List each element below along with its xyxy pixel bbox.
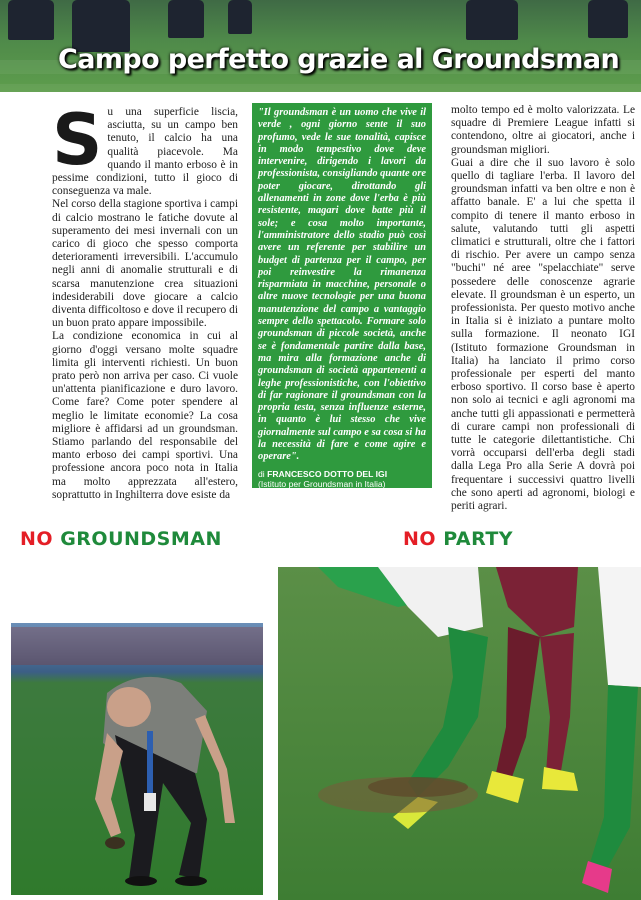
- pitch-stripe: [0, 84, 641, 92]
- byline-organization: (Istituto per Groundsman in Italia): [258, 478, 386, 489]
- header-photo: [0, 0, 641, 92]
- byline-prefix: di: [258, 468, 265, 479]
- article-paragraph: u una superficie liscia, asciutta, su un campo ben tenuto, il calcio ha una qualità piacevole. Ma quando il manto erboso è in pessime condizioni, tutto il gioco di conseguenza va male.: [52, 106, 238, 198]
- players-illustration: [278, 567, 641, 900]
- drop-cap: S: [52, 99, 103, 181]
- photo-groundsman: [11, 623, 263, 895]
- caption-word-party: PARTY: [443, 528, 514, 550]
- quote-byline: [258, 469, 426, 489]
- quote-box: [252, 103, 432, 499]
- player-figure: [168, 0, 204, 38]
- player-figure: [228, 0, 252, 34]
- caption-word-no: NO: [20, 528, 54, 550]
- caption-no-groundsman: [20, 528, 222, 550]
- article-column-left: [52, 99, 238, 502]
- player-figure: [8, 0, 54, 40]
- article-paragraph: Guai a dire che il suo lavoro è solo quello di tagliare l'erba. Il lavoro del groundsman infatti va ben oltre e non è affatto banale. E' a lui che spetta il compito di tenere il manto erboso in salute, valutando tutti gli aspetti climatici e strutturali, oltre che i fattori di rischio. Per avere un campo senza "buchi" né aree "spelacchiate" serve possedere delle conoscenze agrarie elevate. Il groundsman è un esperto, un professionista. Per questo motivo anche in Italia si è iniziato a puntare molto sulla formazione. Il neonato IGI (Istituto formazione Groundsman in Italia) ha lanciato il primo corso professionale per esperti del manto erboso sportivo. Il corso base è aperto non solo ai tecnici e agli agronomi ma anche tutti gli appassionati e permetterà di curare campi non professionali di tutte le categorie dilettantistiche. Chi vorrà occuparsi dell'erba degli stadi dalla Lega Pro alla Serie A dovrà poi frequentare i successivi quattro livelli che sono aperti ad agronomi, biologi e periti agrari.: [451, 156, 635, 513]
- quote-text: "Il groundsman è un uomo che vive il verde , ogni giorno sente il suo profumo, vede le sue tonalità, capisce in modo tempestivo dove deve intervenire, dirigendo i lavori da professionista, consigliando quante ore poter giocare, dirottando gli allenamenti in zone dove l'erba è più resistente, magari dove batte più il sole; e cosa molto importante, l'amministratore dello stadio può così avere un referente per stabilire un budget di partenza per il campo, per poi reinvestire la rimanenza risparmiata in macchine, personale o altre nuove tecnologie per una buona manutenzione del campo a vantaggio sempre dello spettacolo. Formare solo groundsman di piccole società, anche se è fondamentale partire dalla base, ma mira alla formazione anche di groundsman di società appartenenti a leghe professionistiche, con l'obiettivo di far ragionare il groundsman con la propria testa, senza influenze esterne, in quanto è lui stesso che vive giornalmente sul campo e sa cosa si ha la necessità di fare e come agire e operare".: [258, 107, 427, 463]
- caption-no-party: [403, 528, 513, 550]
- article-paragraph: Nel corso della stagione sportiva i campi di calcio mostrano le fatiche dovute al superamento dei mesi invernali con un carico di gioco che spesso comporta deterioramenti irreversibili. L'accumulo negli anni di anomalie strutturali e di scarsa manutenzione crea situazioni indesiderabili dove giocare a calcio diventa difficoltoso e dove il recupero di un buon prato appare impossibile.: [52, 198, 238, 330]
- page-title: Campo perfetto grazie al Groundsman: [58, 44, 620, 75]
- article-paragraph: La condizione economica in cui al giorno d'oggi versano molte squadre limita gli interventi richiesti. Un buon prato però non arriva per caso. Ci vuole un'attenta pianificazione e duro lavoro. Come fare? Come poter spendere al meglio le limitate economie? La cosa migliore è affidarsi ad un groundsman. Stiamo parlando del responsabile del manto erboso dei campi sportivi. Una professione ancora poco nota in Italia ma molto apprezzata all'estero, soprattutto in Inghilterra dove esiste da: [52, 330, 238, 501]
- groundsman-illustration: [11, 623, 263, 895]
- organization-acronym: I.F.G.I.: [328, 488, 356, 499]
- article-paragraph: molto tempo ed è molto valorizzata. Le squadre di Premiere League infatti si contendono, oltre ai giocatori, anche i groundsman migliori.: [451, 104, 635, 156]
- caption-word-no: NO: [403, 528, 437, 550]
- player-figure: [588, 0, 628, 38]
- photo-players-turf: [278, 567, 641, 900]
- article-column-right: [451, 104, 635, 513]
- player-figure: [466, 0, 518, 40]
- caption-word-groundsman: GROUNDSMAN: [60, 528, 222, 550]
- byline-author: FRANCESCO DOTTO DEL IGI: [267, 468, 388, 479]
